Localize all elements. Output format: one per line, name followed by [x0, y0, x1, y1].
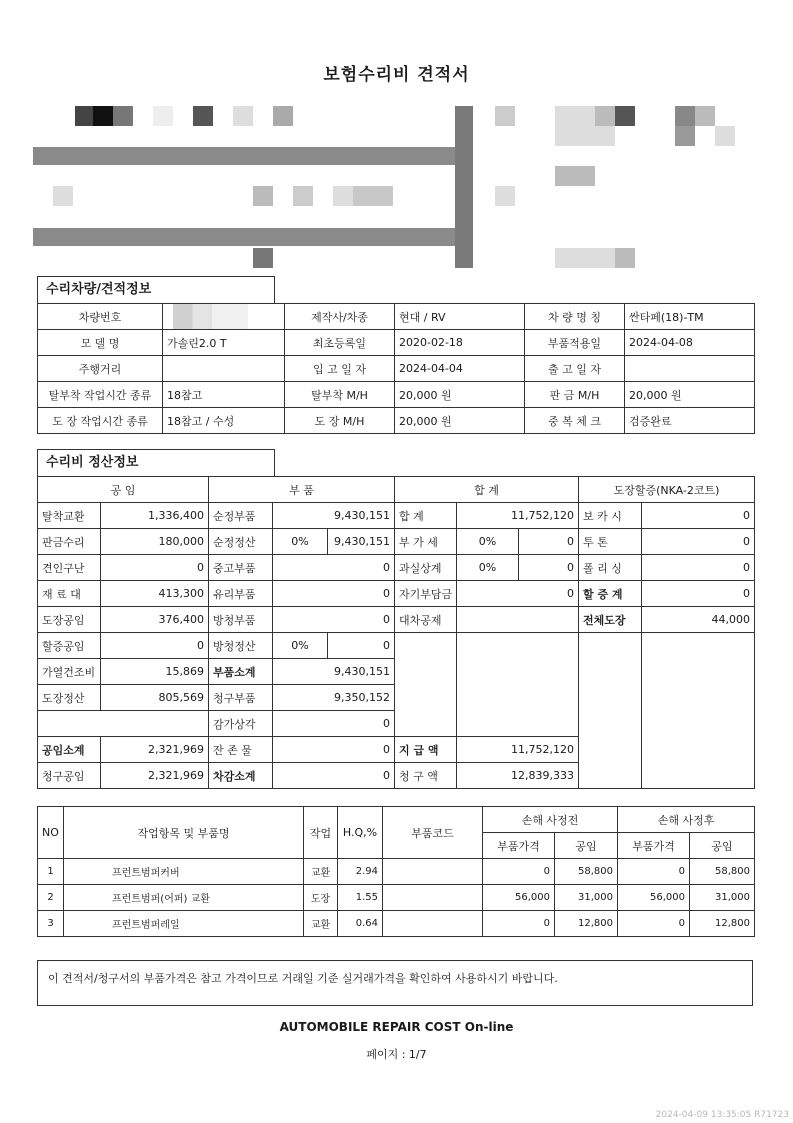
page-indicator: 페이지 : 1/7 — [366, 1048, 427, 1061]
cost-row: 감가상각 0 — [38, 711, 755, 737]
cost-table — [37, 476, 755, 789]
vehicle-number-redacted — [163, 304, 285, 330]
cost-row: 가열건조비 15,869 부품소계 9,430,151 — [38, 659, 755, 685]
table-row: 3 프런트범퍼레일 교환 0.64 0 12,800 0 12,800 — [38, 911, 755, 937]
items-header-row: NO 작업항목 및 부품명 작업 H.Q,% 부품코드 손해 사정전 손해 사정후 — [38, 807, 755, 833]
footer-brand: AUTOMOBILE REPAIR COST On-line — [279, 1020, 514, 1034]
cost-row: 탈착교환 1,336,400 순정부품 9,430,151 합 계 11,752,120 보 카 시 0 — [38, 503, 755, 529]
cost-row: 할증공임 0 방청정산 0% 0 — [38, 633, 755, 659]
cost-row: 판금수리 180,000 순정정산 0% 9,430,151 부 가 세 0% 0 투 톤 0 — [38, 529, 755, 555]
cost-section-heading: 수리비 정산정보 — [37, 449, 275, 476]
price-notice: 이 견적서/청구서의 부품가격은 참고 가격이므로 거래일 기준 실거래가격을 확인하여 사용하시기 바랍니다. — [37, 960, 753, 1006]
cost-row: 공임소계 2,321,969 잔 존 물 0 지 급 액 11,752,120 — [38, 737, 755, 763]
vehicle-row: 모 델 명 가솔린2.0 T 최초등록일 2020-02-18 부품적용일 2024-04-08 — [38, 330, 755, 356]
items-subheader-row: 부품가격 공임 부품가격 공임 — [38, 833, 755, 859]
table-row: 1 프런트범퍼커버 교환 2.94 0 58,800 0 58,800 — [38, 859, 755, 885]
vehicle-info-table — [37, 303, 755, 434]
cost-row: 청구공임 2,321,969 차감소계 0 청 구 액 12,839,333 — [38, 763, 755, 789]
print-timestamp: 2024-04-09 13:35:05 R71723 — [655, 1110, 789, 1120]
items-table — [37, 806, 755, 937]
table-row: 2 프런트범퍼(어퍼) 교환 도장 1.55 56,000 31,000 56,000 31,000 — [38, 885, 755, 911]
cost-row: 도장정산 805,569 청구부품 9,350,152 — [38, 685, 755, 711]
vehicle-row: 주행거리 입 고 일 자 2024-04-04 출 고 일 자 — [38, 356, 755, 382]
cost-row: 도장공임 376,400 방청부품 0 대차공제 전체도장 44,000 — [38, 607, 755, 633]
cost-row: 견인구난 0 중고부품 0 과실상계 0% 0 폴 리 싱 0 — [38, 555, 755, 581]
document-title: 보험수리비 견적서 — [323, 65, 470, 85]
vehicle-section-heading: 수리차량/견적정보 — [37, 276, 275, 303]
cost-header-row: 공 임 부 품 합 계 도장할증(NKA-2코트) — [38, 477, 755, 503]
vehicle-row: 차량번호 제작사/차종 현대 / RV 차 량 명 칭 싼타페(18)-TM — [38, 304, 755, 330]
cost-row: 재 료 대 413,300 유리부품 0 자기부담금 0 할 증 계 0 — [38, 581, 755, 607]
vehicle-row: 도 장 작업시간 종류 18참고 / 수성 도 장 M/H 20,000 원 중 복 체 크 검증완료 — [38, 408, 755, 434]
vehicle-row: 탈부착 작업시간 종류 18참고 탈부착 M/H 20,000 원 판 금 M/H 20,000 원 — [38, 382, 755, 408]
